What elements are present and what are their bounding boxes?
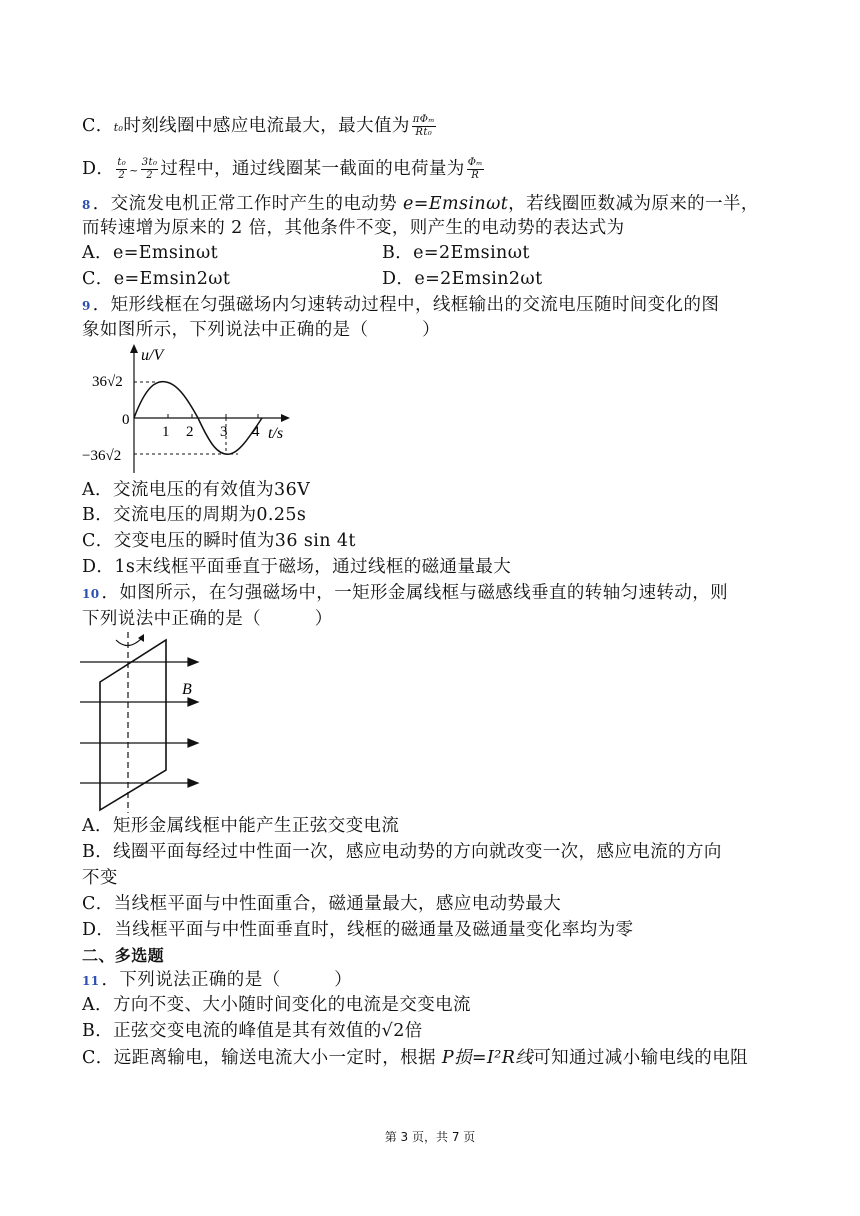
fraction-numerator: 3t₀ xyxy=(141,157,158,168)
x-axis-label: t/s xyxy=(268,425,284,442)
fraction-denominator: R xyxy=(471,170,480,181)
rotating-frame-figure xyxy=(78,630,208,815)
stem-text: ．如图所示，在匀强磁场中，一矩形金属线框与磁感线垂直的转轴匀速转动，则 xyxy=(101,583,728,603)
fraction-denominator: 2 xyxy=(118,170,126,181)
page-footer: 第 3 页，共 7 页 xyxy=(384,1130,476,1144)
option-label: D． xyxy=(82,159,115,179)
q10-option-c: C．当线框平面与中性面重合，磁通量最大，感应电动势最大 xyxy=(82,894,562,914)
stem-text-tail: ，若线圈匝数减为原来的一半， xyxy=(508,194,759,214)
option-label: C． xyxy=(82,116,114,136)
question-number: 10 xyxy=(82,587,100,601)
y-axis-arrow xyxy=(130,344,138,353)
option-text: B．正弦交变电流的峰值是其有效值的 xyxy=(82,1021,382,1041)
option-text: 过程中，通过线圈某一截面的电荷量为 xyxy=(160,159,465,179)
q9-option-d: D．1s末线框平面垂直于磁场，通过线框的磁通量最大 xyxy=(82,557,512,577)
field-label-b: B xyxy=(182,681,192,698)
x-tick-label-1: 1 xyxy=(162,424,170,440)
q8-stem-line1 xyxy=(82,192,759,217)
rotation-arrow xyxy=(116,638,142,646)
option-text-tail: 可知通过减小输电线的电阻 xyxy=(533,1048,749,1068)
q10-option-a: A．矩形金属线框中能产生正弦交变电流 xyxy=(82,816,400,836)
q9-stem-line2: 象如图所示，下列说法中正确的是（ ） xyxy=(82,320,440,340)
y-min-label: −36√2 xyxy=(82,448,122,464)
q7-option-c xyxy=(82,114,438,140)
x-tick-label-4: 4 xyxy=(252,424,260,440)
question-number: 8 xyxy=(82,198,91,212)
x-axis-arrow xyxy=(281,414,290,422)
option-text: C．远距离输电，输送电流大小一定时，根据 xyxy=(82,1048,436,1068)
q9-option-c: C．交变电压的瞬时值为36 sin 4t xyxy=(82,531,356,551)
q10-stem-line2: 下列说法中正确的是（ ） xyxy=(82,609,333,629)
t0-half-fraction xyxy=(116,157,127,182)
rectangular-frame xyxy=(100,640,166,810)
stem-text: ．下列说法正确的是（ ） xyxy=(101,970,353,990)
magnetic-field-lines xyxy=(80,658,198,787)
max-current-fraction xyxy=(412,114,436,139)
q10-option-d: D．当线框平面与中性面垂直时，线框的磁通量及磁通量变化率均为零 xyxy=(82,920,634,940)
origin-label: 0 xyxy=(122,412,130,428)
stem-text: ．交流发电机正常工作时产生的电动势 xyxy=(92,194,398,214)
stem-text: ．矩形线框在匀强磁场内匀速转动过程中，线框输出的交流电压随时间变化的图 xyxy=(92,295,720,315)
fraction-numerator: Φₘ xyxy=(467,157,483,168)
q9-option-b: B．交流电压的周期为0.25s xyxy=(82,505,307,525)
q9-stem-line1 xyxy=(82,293,719,318)
q7-option-d xyxy=(82,157,486,183)
q10-option-b-line2: 不变 xyxy=(82,868,118,888)
option-text-tail: 倍 xyxy=(404,1021,423,1041)
q10-option-b-line1: B．线圈平面每经过中性面一次，感应电动势的方向就改变一次，感应电流的方向 xyxy=(82,842,722,862)
tilde: ~ xyxy=(129,164,139,177)
option-text: 时刻线圈中感应电流最大，最大值为 xyxy=(123,116,410,136)
emf-equation: e=Emsinωt xyxy=(403,194,509,214)
q10-stem-line1 xyxy=(82,581,728,606)
sqrt-two: √2 xyxy=(381,1021,405,1041)
q8-option-b: B．e=2Emsinωt xyxy=(382,243,530,263)
fraction-denominator: Rt₀ xyxy=(415,127,433,138)
voltage-time-graph xyxy=(80,340,300,475)
power-loss-formula: P损=I²R线 xyxy=(441,1048,534,1068)
fraction-denominator: 2 xyxy=(146,170,153,181)
y-axis-label: u/V xyxy=(141,347,164,364)
three-t0-half-fraction xyxy=(141,157,159,182)
q11-option-b xyxy=(82,1019,423,1043)
x-tick-label-3: 3 xyxy=(220,424,228,440)
q9-option-a: A．交流电压的有效值为36V xyxy=(82,480,311,500)
q11-option-a: A．方向不变、大小随时间变化的电流是交变电流 xyxy=(82,995,471,1015)
question-number: 11 xyxy=(82,974,100,988)
fraction-numerator: t₀ xyxy=(117,157,127,168)
q11-option-c xyxy=(82,1046,748,1070)
q11-stem xyxy=(82,968,352,993)
question-number: 9 xyxy=(82,299,91,313)
y-max-label: 36√2 xyxy=(92,374,123,390)
t0-symbol: t₀ xyxy=(113,121,124,134)
x-tick-label-2: 2 xyxy=(186,424,194,440)
section-heading-multiple-choice: 二、多选题 xyxy=(82,946,165,965)
charge-fraction xyxy=(467,157,484,182)
q8-option-c: C．e=Emsin2ωt xyxy=(82,269,231,289)
q8-stem-line2: 而转速增为原来的 2 倍，其他条件不变，则产生的电动势的表达式为 xyxy=(82,218,625,238)
q8-option-d: D．e=2Emsin2ωt xyxy=(382,269,543,289)
q8-option-a: A．e=Emsinωt xyxy=(82,243,219,263)
fraction-numerator: πΦₘ xyxy=(412,114,435,125)
